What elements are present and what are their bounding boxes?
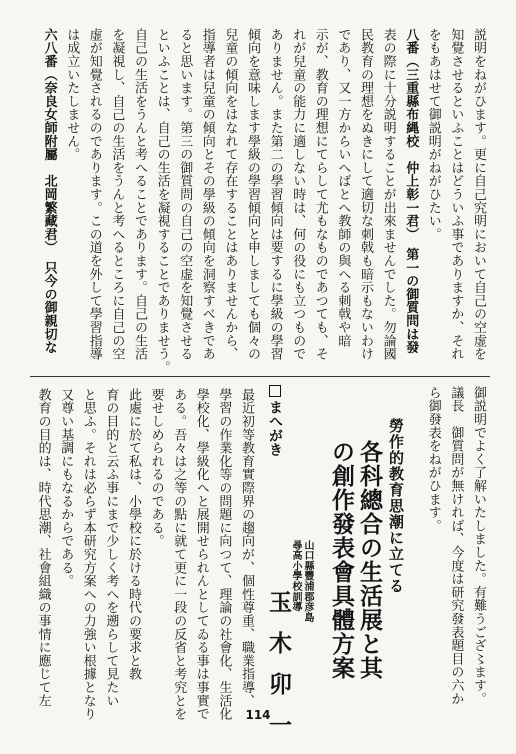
author-affiliation-2: 尋高小學校訓導 [290,540,301,613]
body-column-4: ある。吾々は之等の點に就て更に一段の反省と考究とを [171,388,187,721]
upper-column-5: 表の際に十分説明することが出來ませんでした。勿論國 [380,28,396,361]
upper-column-2: 知覺させるといふことはどういふ事でありますか、それ [448,28,464,361]
upper-column-4: 八番（三重縣布縄校 仲上彰一君） 第一の御質問は發 [403,28,419,354]
upper-column-7: であり、又一方からいへばとへ教師の與へる刺戟や暗 [335,28,351,348]
lower-column-1: 御説明でよく了解いたしました。有難うござ〻ます。 [471,386,486,706]
body-column-7: 育の目的と云ふ事にまで少しく考へを遡らして見たい [103,388,119,708]
upper-column-13: 指導者は兒童の傾向とその學級の傾向を洞察すべきであ [199,28,215,361]
article-title-line-1: 各科總合の生活展と其 [356,440,383,680]
page-number: 114 [245,708,271,722]
upper-column-11: 傾向を意味します學級の學習傾向と申しましても個々の [245,28,260,361]
upper-column-17: を凝視し、自己の生活をうんと考へるところに自己の空 [109,28,125,361]
author-name: 玉木卯一 [265,590,292,754]
body-column-6: 此處に於て私は、小學校に於ける時代の要求と教 [126,388,141,681]
body-column-8: と思ふ。それは必らず本研究方案への力強い根據となり [80,388,96,721]
upper-column-8: 示が、教育の理想にてらして尤もなものであつても、そ [312,28,328,361]
body-column-10: 教育の目的は、時代思潮、社會組織の事情に應じて左 [35,388,51,708]
upper-column-1: 説明をねがひます。更に自己究明において自己の空虚を [471,28,486,361]
body-column-9: 又尊い基調にもなるからである。 [58,388,74,588]
upper-column-12: 兒童の傾向をはなれて存在することはありませんから、 [222,28,238,361]
upper-column-3: をもあはせて御説明がねがひたい。 [425,28,441,241]
upper-column-15: といふことは、自己の生活を凝視することでありませう。 [154,28,170,374]
heading-box-icon [269,385,281,397]
article-title-line-2: の創作發表會具體方案 [328,440,355,680]
lower-column-3: ら御發表をねがひます。 [425,386,441,533]
section-divider [30,376,490,377]
upper-column-10: ありません。また第二の學習傾向は要するに學級の學習 [267,28,283,361]
body-column-5: 要せしめられるのである。 [148,388,164,548]
lower-column-2: 議長 御質問が無ければ、今度は研究發表題目の六か [448,386,464,706]
section-heading [267,385,283,458]
upper-column-6: 民教育の理想をぬきにして適切な刺戟も暗示もないわけ [358,28,373,361]
upper-column-20: 六八番（奈良女師附屬 北岡繁藏君） 只今の御親切な [41,28,57,354]
upper-column-9: れが兒童の能力に適しない時は、何の役にも立つもので [290,28,306,361]
section-heading-text: まへがき [267,400,283,458]
body-column-1: 最近初等教育實際界の趨向が、個性尊重、職業指導、 [239,388,254,708]
upper-column-18: 虚が知覺されるのであります。この道を外して學習指導 [86,28,102,361]
body-column-2: 學習の作業化等の問題に向つて、理論の社會化、生活化 [216,388,232,721]
upper-column-16: 自己の生活をうんと考へることであります。自己の生活 [132,28,147,361]
body-column-3: 學校化、學級化へと展開せられんとしてゐる事は事實で [193,388,209,721]
upper-column-19: は成立いたしません。 [64,28,80,161]
article-subtitle: 勞作的教育思潮に立てる [387,418,405,594]
upper-column-14: ると思います。第三の御質問の自己の空虚を知覺させる [177,28,193,361]
author-affiliation-1: 山口縣豐浦郡彦島 [302,540,313,623]
